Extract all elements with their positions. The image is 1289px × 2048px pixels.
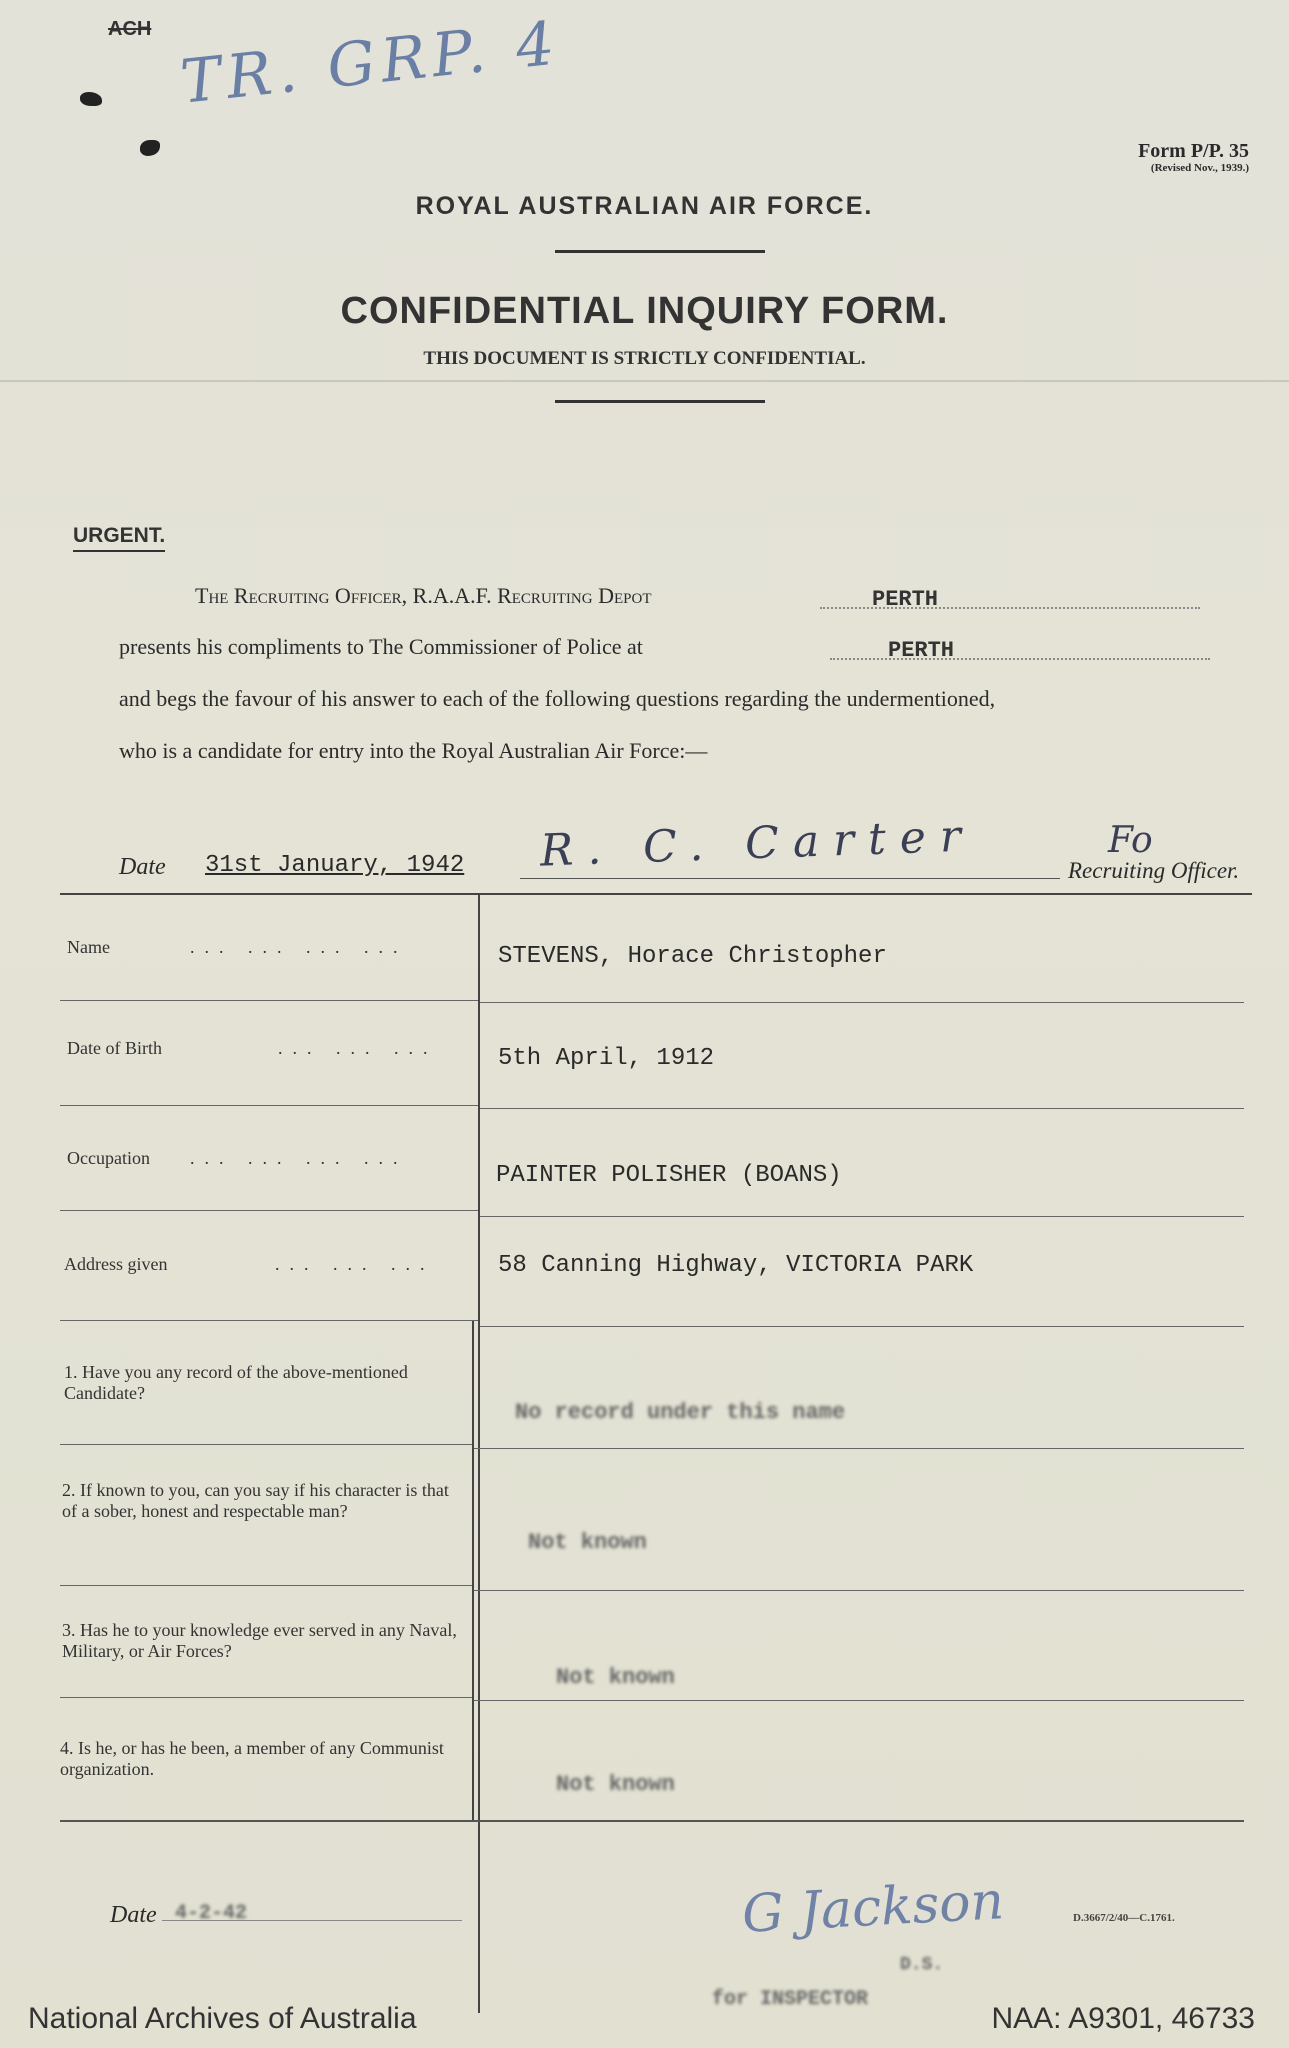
form-number bbox=[1138, 140, 1249, 174]
date-value: 31st January, 1942 bbox=[205, 852, 465, 879]
intro-line-3: and begs the favour of his answer to each of the following questions regarding the undermentioned, bbox=[119, 686, 996, 711]
question-2: 2. If known to you, can you say if his character is that of a sober, honest and respectable man? bbox=[62, 1480, 449, 1521]
intro-line-4: who is a candidate for entry into the Royal Australian Air Force:— bbox=[119, 738, 708, 763]
dob-label: Date of Birth bbox=[67, 1038, 162, 1058]
leader-dots: ... ... ... ... bbox=[190, 937, 408, 957]
leader-dots: ... ... ... bbox=[278, 1038, 438, 1058]
table-column-divider bbox=[478, 893, 480, 2013]
answer-4: Not known bbox=[556, 1772, 675, 1797]
row-divider bbox=[60, 1000, 478, 1001]
row-divider bbox=[480, 1216, 1244, 1217]
inspector-signature: G Jackson bbox=[740, 1871, 1006, 1945]
date-label: Date bbox=[119, 854, 166, 880]
archive-name: National Archives of Australia bbox=[28, 2002, 417, 2035]
row-divider bbox=[480, 1002, 1244, 1003]
fill-line bbox=[830, 658, 1210, 660]
tr-grp-annotation: TR. GRP. 4 bbox=[177, 8, 564, 118]
confidential-subtitle: THIS DOCUMENT IS STRICTLY CONFIDENTIAL. bbox=[423, 348, 866, 369]
occupation-label: Occupation bbox=[67, 1148, 150, 1168]
police-at-value: PERTH bbox=[888, 638, 955, 663]
intro-line-1: The Recruiting Officer, R.A.A.F. Recruiting Depot bbox=[195, 583, 652, 608]
recruiting-officer-signature: R. C. Carter bbox=[539, 810, 976, 877]
urgent-label: URGENT. bbox=[73, 524, 165, 552]
form-title: CONFIDENTIAL INQUIRY FORM. bbox=[340, 290, 949, 332]
name-label: Name bbox=[67, 937, 110, 957]
paper-fold bbox=[0, 380, 1289, 382]
bottom-date-label: Date bbox=[110, 1902, 157, 1928]
question-4: 4. Is he, or has he been, a member of any Communist organization. bbox=[60, 1738, 444, 1779]
row-divider bbox=[474, 1590, 1244, 1591]
occupation-value: PAINTER POLISHER (BOANS) bbox=[496, 1162, 842, 1189]
row-divider bbox=[60, 1210, 478, 1211]
answer-3: Not known bbox=[556, 1665, 675, 1690]
for-inspector: for INSPECTOR bbox=[712, 1988, 869, 2011]
table-bottom-border bbox=[60, 1820, 1244, 1822]
divider bbox=[555, 400, 765, 403]
dob-value: 5th April, 1912 bbox=[498, 1045, 715, 1072]
signature-suffix: Fo bbox=[1108, 820, 1153, 861]
archive-reference: NAA: A9301, 46733 bbox=[991, 2002, 1255, 2035]
question-3: 3. Has he to your knowledge ever served in any Naval, Military, or Air Forces? bbox=[62, 1620, 457, 1661]
divider bbox=[555, 250, 765, 253]
date-line bbox=[162, 1920, 462, 1921]
name-value: STEVENS, Horace Christopher bbox=[498, 943, 887, 970]
leader-dots: ... ... ... bbox=[275, 1254, 435, 1274]
row-divider bbox=[474, 1700, 1244, 1701]
form-revised: (Revised Nov., 1939.) bbox=[1150, 162, 1249, 174]
ink-mark-icon bbox=[140, 140, 160, 156]
answer-2: Not known bbox=[528, 1530, 647, 1555]
row-divider bbox=[60, 1697, 472, 1698]
row-divider bbox=[60, 1105, 478, 1106]
row-divider bbox=[480, 1108, 1244, 1109]
leader-dots: ... ... ... ... bbox=[190, 1148, 408, 1168]
address-label: Address given bbox=[64, 1254, 168, 1274]
row-divider bbox=[474, 1448, 1244, 1449]
intro-line-2: presents his compliments to The Commissioner of Police at bbox=[119, 634, 643, 659]
recruiting-officer-label: Recruiting Officer. bbox=[1068, 858, 1240, 883]
depot-value: PERTH bbox=[872, 587, 939, 612]
ink-mark-icon bbox=[80, 92, 102, 106]
row-divider bbox=[60, 1585, 472, 1586]
print-code: D.3667/2/40—C.1761. bbox=[1073, 1912, 1175, 1924]
answer-1: No record under this name bbox=[515, 1400, 846, 1425]
row-divider bbox=[480, 1326, 1244, 1327]
inspector-rank: D.S. bbox=[900, 1955, 944, 1975]
question-1: 1. Have you any record of the above-mentioned Candidate? bbox=[64, 1362, 408, 1403]
table-top-border bbox=[60, 893, 1252, 895]
row-divider bbox=[60, 1444, 472, 1445]
row-divider bbox=[60, 1320, 478, 1321]
organisation-heading: ROYAL AUSTRALIAN AIR FORCE. bbox=[415, 192, 874, 220]
table-column-divider bbox=[472, 1320, 474, 1820]
address-value: 58 Canning Highway, VICTORIA PARK bbox=[498, 1252, 974, 1279]
form-code: Form P/P. 35 bbox=[1138, 140, 1249, 162]
signature-line bbox=[520, 878, 1060, 879]
ach-annotation: ACH bbox=[108, 18, 152, 40]
bottom-date-value: 4-2-42 bbox=[175, 1902, 248, 1925]
